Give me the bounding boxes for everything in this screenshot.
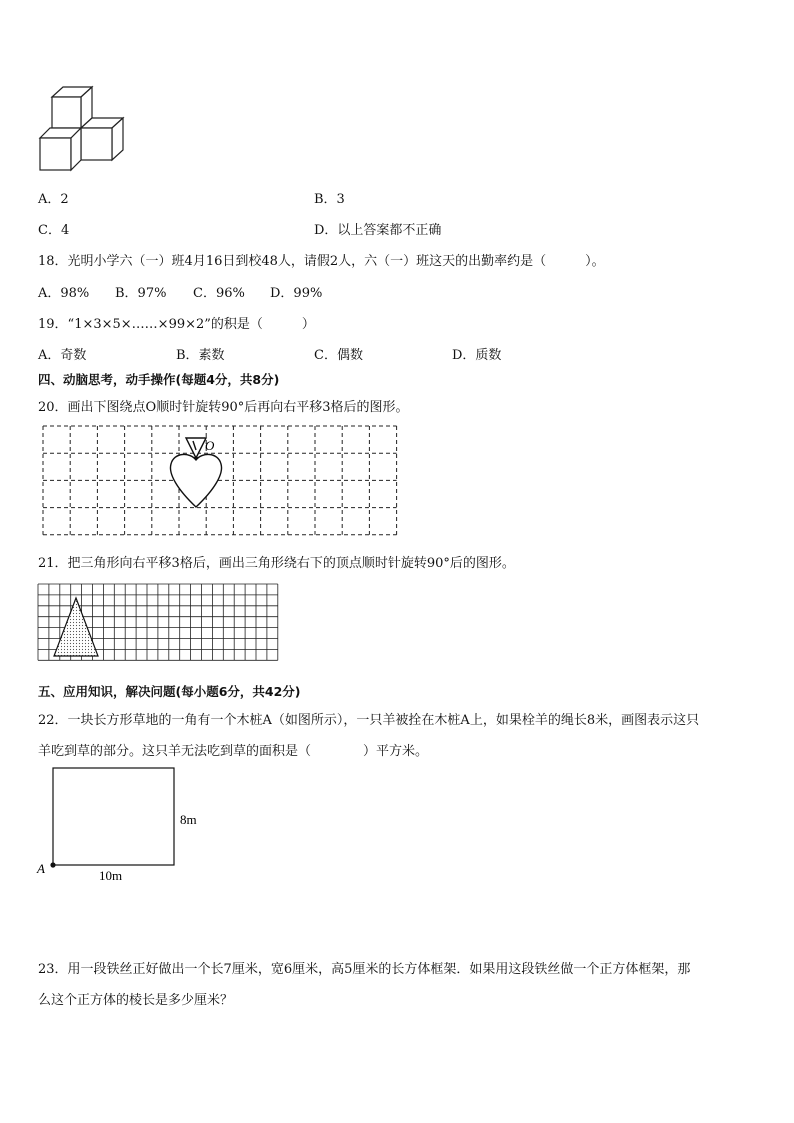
q19-option-c: C．偶数 <box>314 348 363 363</box>
q19-text: 19．“1×3×5×……×99×2”的积是（ ） <box>38 317 315 332</box>
q22-line2: 羊吃到草的部分。这只羊无法吃到草的面积是（ ）平方米。 <box>38 744 429 759</box>
q18-option-b: B．97% <box>115 286 167 301</box>
q19-option-d: D．质数 <box>452 348 502 363</box>
q22-height-label: 8m <box>180 812 197 827</box>
q17-option-c: C．4 <box>38 223 70 238</box>
q17-option-b: B．3 <box>314 192 345 207</box>
q18-option-a: A．98% <box>38 286 90 301</box>
q19-option-a: A．奇数 <box>38 348 87 363</box>
q23-line2: 么这个正方体的棱长是多少厘米？ <box>38 993 234 1008</box>
q22-corner-label: A <box>37 861 45 876</box>
q18-option-c: C．96% <box>193 286 245 301</box>
q22-width-label: 10m <box>99 868 123 883</box>
q17-option-d: D．以上答案都不正确 <box>314 223 442 238</box>
q17-option-a: A．2 <box>38 192 69 207</box>
q18-option-d: D．99% <box>270 286 323 301</box>
section-4-heading: 四、动脑思考，动手操作(每题4分，共8分) <box>38 372 280 387</box>
q18-text: 18．光明小学六（一）班4月16日到校48人，请假2人，六（一）班这天的出勤率约是（ ）。 <box>38 254 605 269</box>
q19-option-b: B．素数 <box>176 348 225 363</box>
q20-point-o-label: O <box>205 438 215 453</box>
q21-text: 21．把三角形向右平移3格后，画出三角形绕右下的顶点顺时针旋转90°后的图形。 <box>38 556 515 571</box>
q22-line1: 22．一块长方形草地的一角有一个木桩A（如图所示），一只羊被拴在木桩A上，如果栓羊的绳长8米，画图表示这只 <box>38 713 700 728</box>
q20-text: 20．画出下图绕点O顺时针旋转90°后再向右平移3格后的图形。 <box>38 400 409 415</box>
q23-line1: 23．用一段铁丝正好做出一个长7厘米，宽6厘米，高5厘米的长方体框架．如果用这段铁丝做一个正方体框架，那 <box>38 962 691 977</box>
section-5-heading: 五、应用知识，解决问题(每小题6分，共42分) <box>38 684 301 699</box>
